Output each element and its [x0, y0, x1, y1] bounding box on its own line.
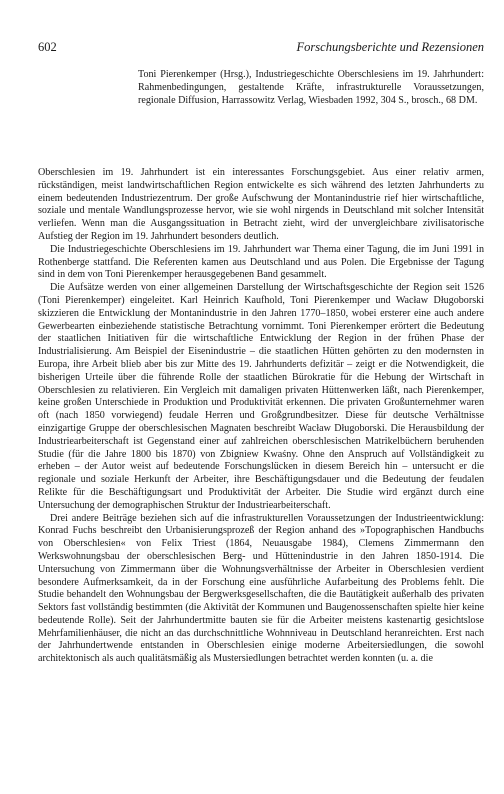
book-citation: Toni Pierenkemper (Hrsg.), Industriegeschichte Oberschlesiens im 19. Jahrhundert: Rahmenbedingungen, gestaltende Kräfte, infrastrukturelle Voraussetzungen, regionale Diffusion, Harrassowitz Verlag, Wiesbaden 1992, 304 S., brosch., 68 DM. — [138, 69, 484, 106]
running-title: Forschungsberichte und Rezensionen — [296, 40, 484, 54]
page-header — [38, 40, 484, 55]
paragraph: Oberschlesien im 19. Jahrhundert ist ein interessantes Forschungsgebiet. Aus einer relativ armen, rückständigen, meist landwirtschaftlichen Region entwickelte es sich während des letzten Jahrhunderts zu einem bedeutenden Industriezentrum. Der große Aufschwung der Montanindustrie rief hier wirtschaftliche, soziale und mentale Wandlungsprozesse hervor, wie sie wohl nirgends in Deutschland mit solcher Intensität verliefen. Wenn man die Ausgangssituation in Betracht zieht, wird der unvergleichbare zivilisatorische Aufstieg der Region im 19. Jahrhundert besonders deutlich. — [38, 167, 484, 242]
paragraph: Die Aufsätze werden von einer allgemeinen Darstellung der Wirtschaftsgeschichte der Region seit 1526 (Toni Pierenkemper) eingeleitet. Karl Heinrich Kaufhold, Toni Pierenkemper und Wacław Długoborski skizzieren die Entwicklung der Montanindustrie in den Jahren 1770–1850, wobei ersterer eine auch andere Gewerbearten einbeziehende statistische Betrachtung vornimmt. Toni Pierenkemper erörtert die Bedeutung der staatlichen Initiativen für die wirtschaftliche Entwicklung der Region in der frühen Phase der Industrialisierung. Am Beispiel der Eisenindustrie – die staatlichen Hütten gehörten zu den modernsten in Europa, ihre Arbeit blieb aber bis zur Mitte des 19. Jahrhunderts defizitär – zeigt er die Notwendigkeit, die bisherigen Urteile über die führende Rolle der staatlichen Bürokratie für die Hebung der Wirtschaft in Oberschlesien zu relativieren. Ein Vergleich mit damaligen privaten Hüttenwerken läßt, nach Pierenkemper, keine großen Unterschiede in Produktion und Produktivität erkennen. Die privaten Großunternehmer waren oft (nach 1850 vorwiegend) feudale Herren und Großgrundbesitzer. Diese für deutsche Verhältnisse einzigartige Gruppe der oberschlesischen Magnaten beschreibt Wacław Długoborski. Die Herausbildung der Industriearbeiterschaft ist Gegenstand einer auf zahlreichen oberschlesischen Matrikelbüchern beruhenden Studie (für die Jahre 1800 bis 1870) von Zbigniew Kwaśny. Ohne den Anspruch auf Vollständigkeit zu erheben – der Autor weist auf bedeutende Forschungslücken in diesem Bereich hin – untersucht er die regionale und soziale Herkunft der Arbeiter, ihre Beschäftigungsdauer und die Bedeutung der feudalen Relikte für die Beschäftigungsart und Produktivität der Arbeiter. Die Studie wird ergänzt durch eine Untersuchung der demographischen Struktur der Industriearbeiterschaft. — [38, 282, 484, 511]
review-body — [38, 167, 484, 666]
paragraph: Drei andere Beiträge beziehen sich auf die infrastrukturellen Voraussetzungen der Industrieentwicklung: Konrad Fuchs beschreibt den Urbanisierungsprozeß der Region anhand des »Topographischen Handbuchs von Oberschlesien« von Felix Triest (1864, Neuausgabe 1984), Clemens Zimmermann den Werkswohnungsbau der oberschlesischen Berg- und Hüttenindustrie in den Jahren 1850-1914. Die Untersuchung von Zimmermann über die Wohnungsverhältnisse der Arbeiter in Oberschlesien verdient besondere Aufmerksamkeit, da in der Forschung eine ausführliche Aufarbeitung des Problems fehlt. Die Studie behandelt den Wohnungsbau der Bergwerksgesellschaften, die die Bautätigkeit außerhalb des privaten Sektors fast vollständig bestimmten (die Aktivität der Kommunen und Baugenossenschaften spielte hier keine bedeutende Rolle). Seit der Jahrhundertmitte bauten sie für die Arbeiter meistens kastenartig gesichtslose Mehrfamilienhäuser, die nicht an das durchschnittliche Wohnniveau in Deutschland heranreichten. Erst nach der Jahrhundertwende entstanden in Oberschlesien einige moderne Arbeitersiedlungen, die sowohl architektonisch als auch qualitätsmäßig als Mustersiedlungen betrachtet werden konnten (u. a. die — [38, 512, 484, 665]
paragraph: Die Industriegeschichte Oberschlesiens im 19. Jahrhundert war Thema einer Tagung, die im Juni 1991 in Rothenberge stattfand. Die Referenten kamen aus Deutschland und aus Polen. Die Ergebnisse der Tagung sind in dem von Toni Pierenkemper herausgegebenen Band gesammelt. — [38, 243, 484, 281]
page-number: 602 — [38, 40, 57, 54]
